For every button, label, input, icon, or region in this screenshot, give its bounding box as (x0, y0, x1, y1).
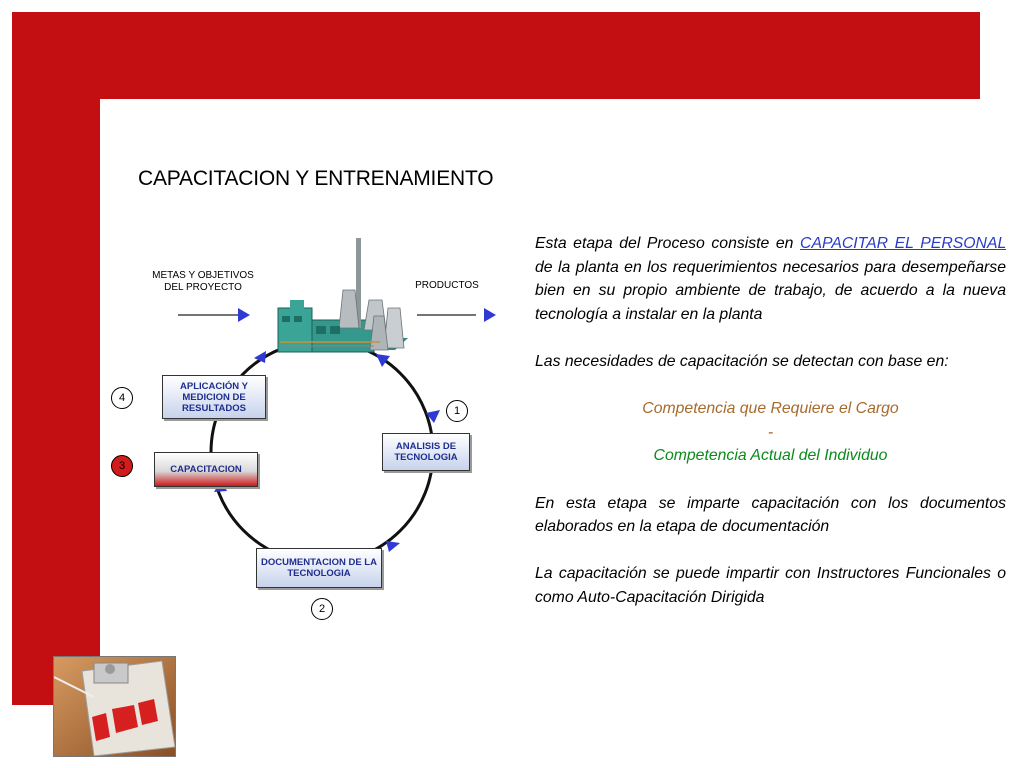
step-3-number: 3 (111, 455, 133, 477)
step-1-box: ANALISIS DE TECNOLOGIA (382, 433, 470, 471)
input-arrow-head (238, 308, 250, 322)
paragraph-needs: Las necesidades de capacitación se detectan con base en: (535, 352, 949, 370)
step-2-number: 2 (311, 598, 333, 620)
logo-photo-svg (54, 657, 175, 756)
factory-illustration (278, 238, 408, 352)
company-logo-image (53, 656, 176, 757)
step-3-box: CAPACITACION (154, 452, 258, 487)
paragraph-training: En esta etapa se imparte capacitación con los documentos elaborados en la etapa de documentación (535, 494, 1006, 536)
process-cycle-diagram (118, 230, 510, 630)
step-4-number: 4 (111, 387, 133, 409)
step-1-number: 1 (446, 400, 468, 422)
competence-required: Competencia que Requiere el Cargo (642, 400, 899, 418)
cycle-arrow-1 (376, 354, 390, 367)
step-4-box: APLICACIÓN Y MEDICION DE RESULTADOS (162, 375, 266, 419)
body-text (535, 232, 1006, 633)
paragraph-intro: Esta etapa del Proceso consiste en CAPACITAR EL PERSONAL de la planta en los requerimientos necesarios para desempeñarse bien en su propio ambiente de trabajo, de acuerdo a la nueva tecnología a instalar en la planta (535, 235, 1006, 323)
output-arrow-head (484, 308, 496, 322)
competence-minus: - (767, 423, 774, 441)
cycle-arrow-3 (386, 541, 400, 552)
page-title: CAPACITACION Y ENTRENAMIENTO (138, 167, 494, 190)
keyword-capacitar: CAPACITAR EL PERSONAL (800, 235, 1006, 252)
paragraph-instructors: La capacitación se puede impartir con Instructores Funcionales o como Auto-Capacitación Dirigida (535, 565, 1006, 606)
header-band (12, 12, 980, 99)
step-2-box: DOCUMENTACION DE LA TECNOLOGIA (256, 548, 382, 588)
left-band (12, 12, 100, 705)
competence-actual: Competencia Actual del Individuo (653, 447, 888, 465)
output-label: PRODUCTOS (415, 280, 479, 291)
input-label: METAS Y OBJETIVOS DEL PROYECTO (152, 270, 254, 293)
